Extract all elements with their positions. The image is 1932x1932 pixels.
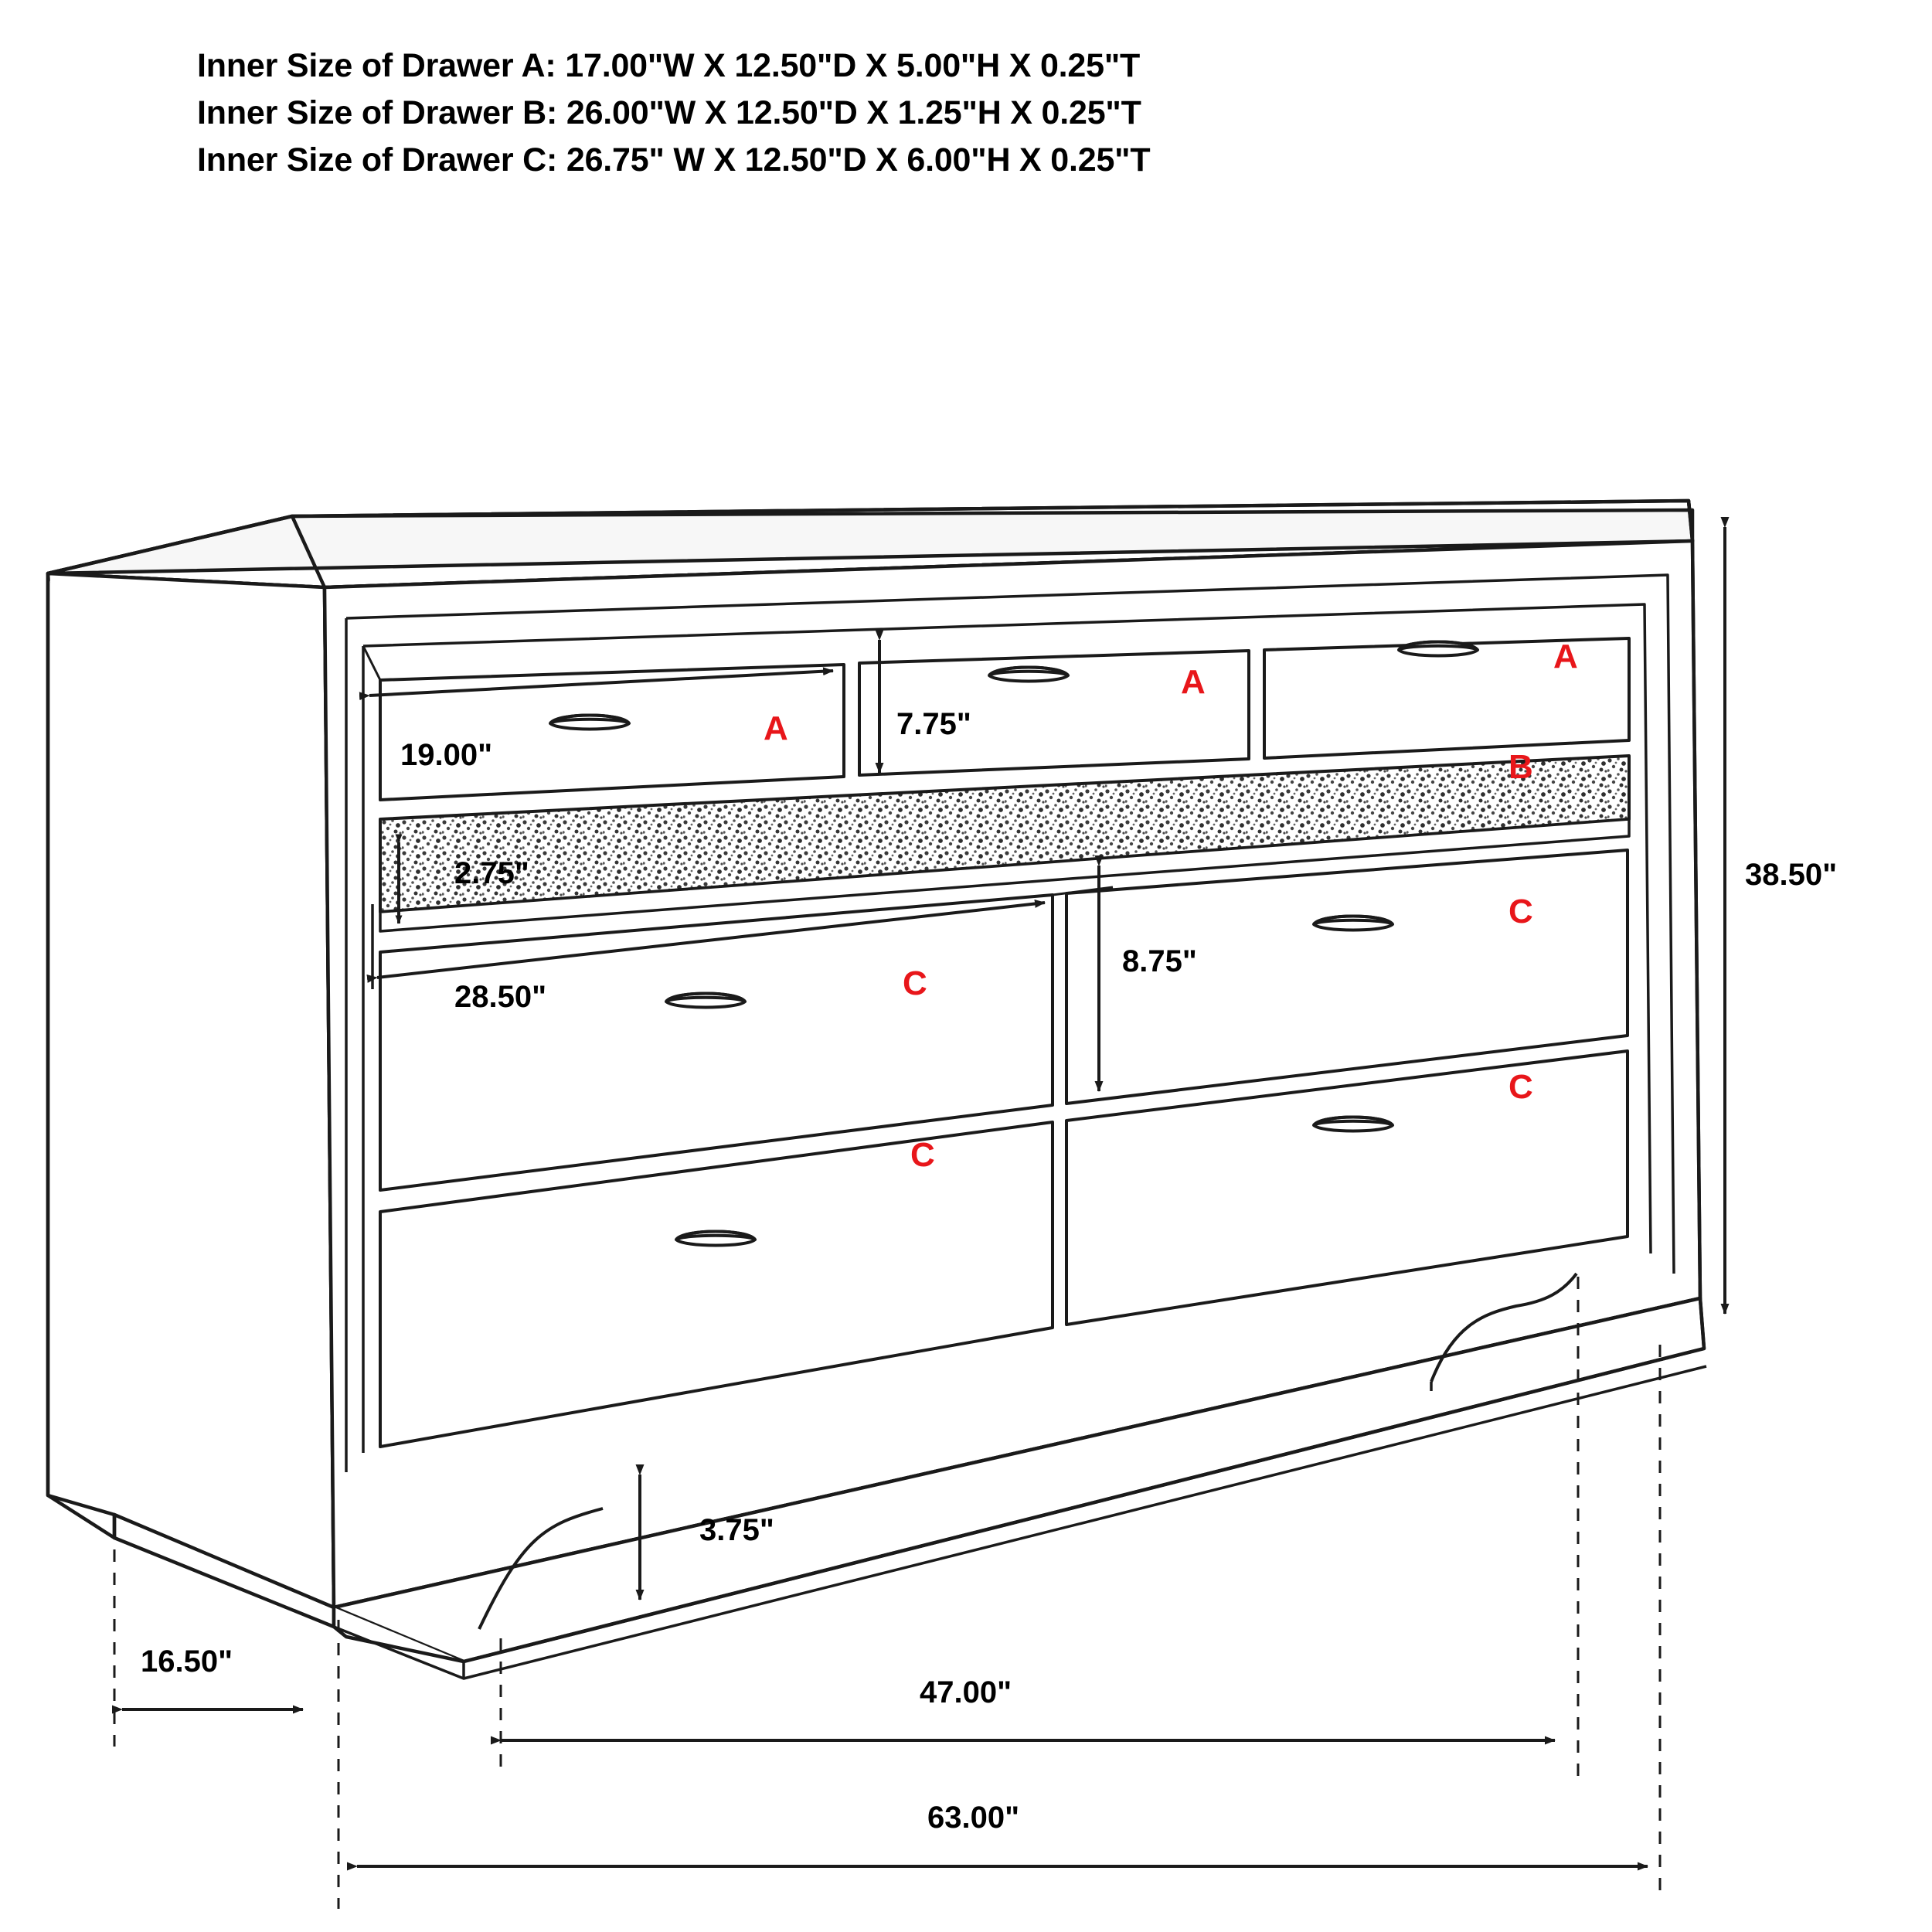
drawer-label-c-bottom-left: C bbox=[910, 1136, 935, 1174]
spec-line-drawer-b: Inner Size of Drawer B: 26.00"W X 12.50"D X 1.25"H X 0.25"T bbox=[197, 94, 1141, 132]
dim-label-drawer-c-width: 28.50" bbox=[454, 980, 547, 1014]
drawer-label-c-mid-left: C bbox=[903, 964, 927, 1002]
spec-line-drawer-a: Inner Size of Drawer A: 17.00"W X 12.50"D X 5.00"H X 0.25"T bbox=[197, 47, 1141, 84]
drawer-label-c-bottom-right: C bbox=[1509, 1068, 1533, 1106]
drawer-label-a-top-right: A bbox=[1553, 638, 1578, 675]
spec-line-drawer-c: Inner Size of Drawer C: 26.75" W X 12.50"D X 6.00"H X 0.25"T bbox=[197, 141, 1151, 179]
dim-label-drawer-c-height: 8.75" bbox=[1122, 944, 1197, 978]
drawer-label-b-jewel-strip: B bbox=[1509, 748, 1533, 786]
dim-label-jewel-strip-height: 2.75" bbox=[454, 856, 529, 890]
dim-label-overall-depth: 16.50" bbox=[141, 1645, 233, 1679]
dim-label-base-width: 47.00" bbox=[920, 1675, 1012, 1709]
drawer-label-a-top-left: A bbox=[764, 709, 788, 747]
drawer-label-c-mid-right: C bbox=[1509, 893, 1533, 930]
dim-label-drawer-a-height: 7.75" bbox=[896, 707, 971, 741]
drawer-label-a-top-middle: A bbox=[1181, 663, 1206, 701]
dim-label-toe-kick-height: 3.75" bbox=[699, 1513, 774, 1547]
dim-label-drawer-a-width: 19.00" bbox=[400, 738, 493, 772]
dim-label-overall-width: 63.00" bbox=[927, 1801, 1020, 1835]
dim-label-overall-height: 38.50" bbox=[1745, 858, 1838, 892]
